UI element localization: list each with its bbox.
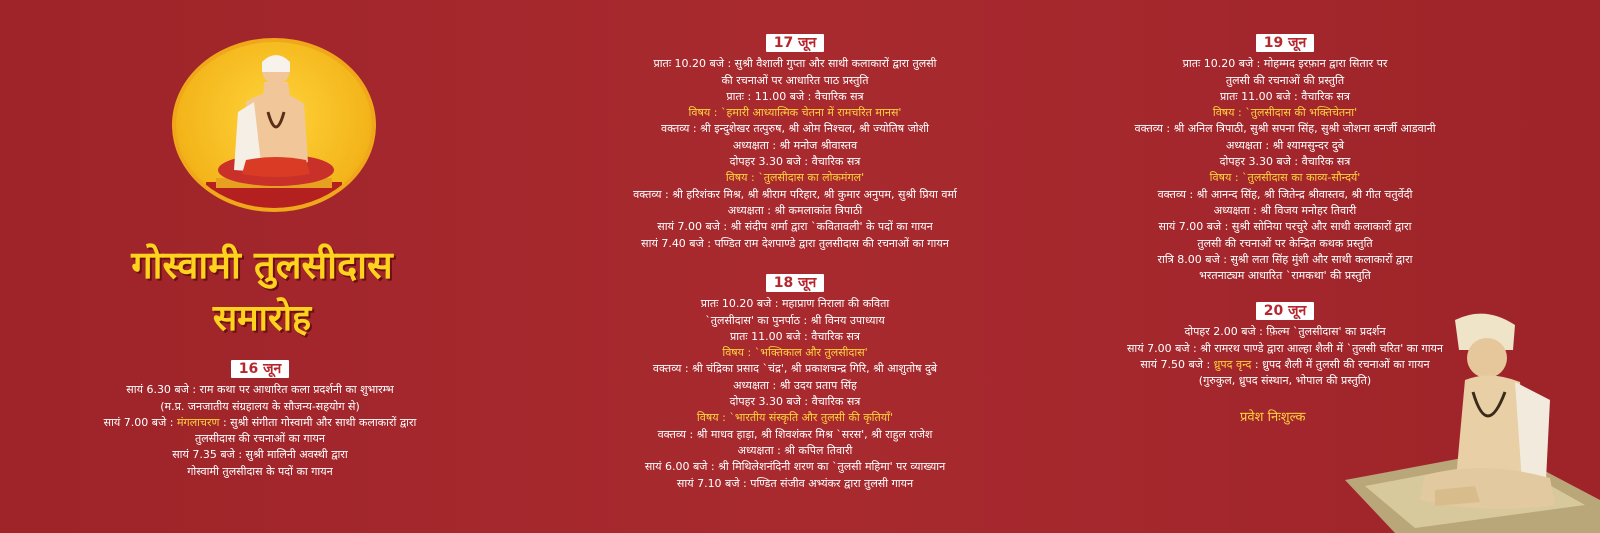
schedule-line: अध्यक्षता : श्री कमलाकांत त्रिपाठी: [727, 203, 863, 217]
schedule-line: दोपहर 3.30 बजे : वैचारिक सत्र: [729, 395, 861, 409]
schedule-line: दोपहर 3.30 बजे : वैचारिक सत्र: [1219, 155, 1351, 169]
schedule-line: सायं 7.50 बजे : ध्रुपद वृन्द : ध्रुपद शैली में तुलसी की रचनाओं का गायन: [1140, 357, 1430, 371]
session-topic: विषय : `भारतीय संस्कृति और तुलसी की कृतियाँ': [696, 411, 894, 425]
date-badge: 20 जून: [1256, 302, 1315, 320]
schedule-line: वक्तव्य : श्री माधव हाड़ा, श्री शिवशंकर मिश्र `सरस', श्री राहुल राजेश: [657, 427, 933, 441]
schedule-line: सायं 7.00 बजे : सुश्री सोनिया परचुरे और साथी कलाकारों द्वारा: [1158, 220, 1412, 234]
schedule-line: `तुलसीदास' का पुनर्पाठ : श्री विनय उपाध्याय: [705, 313, 885, 327]
schedule-line: गोस्वामी तुलसीदास के पदों का गायन: [187, 464, 333, 478]
schedule-line: दोपहर 2.00 बजे : फ़िल्म `तुलसीदास' का प्रदर्शन: [1184, 325, 1386, 339]
day19-lines: [1085, 56, 1485, 284]
tulsidas-right-figure-icon: [1335, 300, 1600, 533]
schedule-line: प्रातः 10.20 बजे : महाप्राण निराला की कविता: [700, 297, 890, 311]
festival-title: गोस्वामी तुलसीदास: [131, 243, 393, 287]
schedule-line: (म.प्र. जनजातीय संग्रहालय के सौजन्य-सहयोग से): [160, 399, 360, 413]
session-topic: विषय : `तुलसीदास की भक्तिचेतना': [1212, 106, 1358, 120]
schedule-line: वक्तव्य : श्री चंद्रिका प्रसाद `चंद्र', श्री प्रकाशचन्द्र गिरि, श्री आशुतोष दुबे: [652, 362, 938, 376]
tulsidas-portrait: [172, 38, 376, 212]
session-topic: विषय : `हमारी आध्यात्मिक चेतना में रामचरित मानस': [688, 106, 902, 120]
session-topic: विषय : `तुलसीदास का लोकमंगल': [725, 171, 865, 185]
free-entry-note: प्रवेश निःशुल्क: [1240, 410, 1306, 425]
schedule-line: सायं 6.00 बजे : श्री मिथिलेशनंदिनी शरण का `तुलसी महिमा' पर व्याख्यान: [644, 460, 946, 474]
festival-subtitle: समारोह: [212, 298, 312, 339]
schedule-line: रात्रि 8.00 बजे : सुश्री लता सिंह मुंशी और साथी कलाकारों द्वारा: [1157, 252, 1413, 266]
date-badge: 16 जून: [231, 360, 290, 378]
day19-schedule: [1085, 32, 1485, 284]
schedule-line: अध्यक्षता : श्री कपिल तिवारी: [737, 443, 853, 457]
schedule-line: सायं 7.40 बजे : पण्डित राम देशपाण्डे द्वारा तुलसीदास की रचनाओं का गायन: [641, 236, 949, 250]
schedule-line: (गुरुकुल, ध्रुपद संस्थान, भोपाल की प्रस्तुति): [1198, 374, 1372, 388]
schedule-line: की रचनाओं पर आधारित पाठ प्रस्तुति: [721, 73, 869, 87]
day17-lines: [585, 56, 1005, 252]
schedule-line: प्रातः 10.20 बजे : सुश्री वैशाली गुप्ता और साथी कलाकारों द्वारा तुलसी: [653, 57, 937, 71]
day16-schedule: [70, 358, 450, 480]
date-badge: 19 जून: [1256, 34, 1315, 52]
schedule-line: अध्यक्षता : श्री मनोज श्रीवास्तव: [732, 138, 858, 152]
schedule-line: वक्तव्य : श्री हरिशंकर मिश्र, श्री श्रीराम परिहार, श्री कुमार अनुपम, सुश्री प्रिया वर्मा: [633, 187, 957, 201]
schedule-line: तुलसी की रचनाओं पर केन्द्रित कथक प्रस्तुति: [1197, 236, 1373, 250]
schedule-line: भरतनाट्यम आधारित `रामकथा' की प्रस्तुति: [1199, 269, 1371, 283]
schedule-line: प्रातः 10.20 बजे : मोहम्मद इरफ़ान द्वारा सितार पर: [1182, 57, 1388, 71]
schedule-line: प्रातः : 11.00 बजे : वैचारिक सत्र: [726, 89, 864, 103]
schedule-line: सायं 7.35 बजे : सुश्री मालिनी अवस्थी द्वारा: [172, 448, 348, 462]
schedule-line: सायं 7.00 बजे : श्री संदीप शर्मा द्वारा `कवितावली' के पदों का गायन: [657, 220, 933, 234]
schedule-line: दोपहर 3.30 बजे : वैचारिक सत्र: [729, 155, 861, 169]
session-topic: विषय : `तुलसीदास का काव्य-सौन्दर्य': [1209, 171, 1361, 185]
schedule-line: अध्यक्षता : श्री उदय प्रताप सिंह: [733, 378, 857, 392]
schedule-line: प्रातः 11.00 बजे : वैचारिक सत्र: [1220, 89, 1350, 103]
schedule-line: अध्यक्षता : श्री श्यामसुन्दर दुबे: [1225, 138, 1345, 152]
schedule-line: सायं 7.00 बजे : मंगलाचरण : सुश्री संगीता गोस्वामी और साथी कलाकारों द्वारा: [103, 415, 417, 429]
day17-schedule: [585, 32, 1005, 252]
schedule-line: तुलसी की रचनाओं की प्रस्तुति: [1225, 73, 1345, 87]
schedule-line: सायं 6.30 बजे : राम कथा पर आधारित कला प्रदर्शनी का शुभारम्भ: [126, 383, 394, 397]
schedule-line: वक्तव्य : श्री इन्दुशेखर तत्पुरुष, श्री ओम निश्चल, श्री ज्योतिष जोशी: [661, 122, 929, 136]
schedule-line: अध्यक्षता : श्री विजय मनोहर तिवारी: [1213, 203, 1357, 217]
schedule-line: तुलसीदास की रचनाओं का गायन: [195, 432, 325, 446]
schedule-line: प्रातः 11.00 बजे : वैचारिक सत्र: [730, 329, 860, 343]
schedule-line: वक्तव्य : श्री अनिल त्रिपाठी, सुश्री सपना सिंह, सुश्री जोशना बनर्जी आडवानी: [1134, 122, 1436, 136]
session-topic: विषय : `भक्तिकाल और तुलसीदास': [722, 346, 868, 360]
schedule-line: सायं 7.10 बजे : पण्डित संजीव अभ्यंकर द्वारा तुलसी गायन: [676, 476, 914, 490]
tulsidas-figure-icon: [176, 42, 372, 208]
schedule-line: सायं 7.00 बजे : श्री रामरथ पाण्डे द्वारा आल्हा शैली में `तुलसी चरित' का गायन: [1126, 341, 1444, 355]
date-badge: 17 जून: [766, 34, 825, 52]
schedule-line: वक्तव्य : श्री आनन्द सिंह, श्री जितेन्द्र श्रीवास्तव, श्री गीत चतुर्वेदी: [1157, 187, 1413, 201]
date-badge: 18 जून: [766, 274, 825, 292]
day18-lines: [585, 296, 1005, 492]
day18-schedule: [585, 272, 1005, 492]
